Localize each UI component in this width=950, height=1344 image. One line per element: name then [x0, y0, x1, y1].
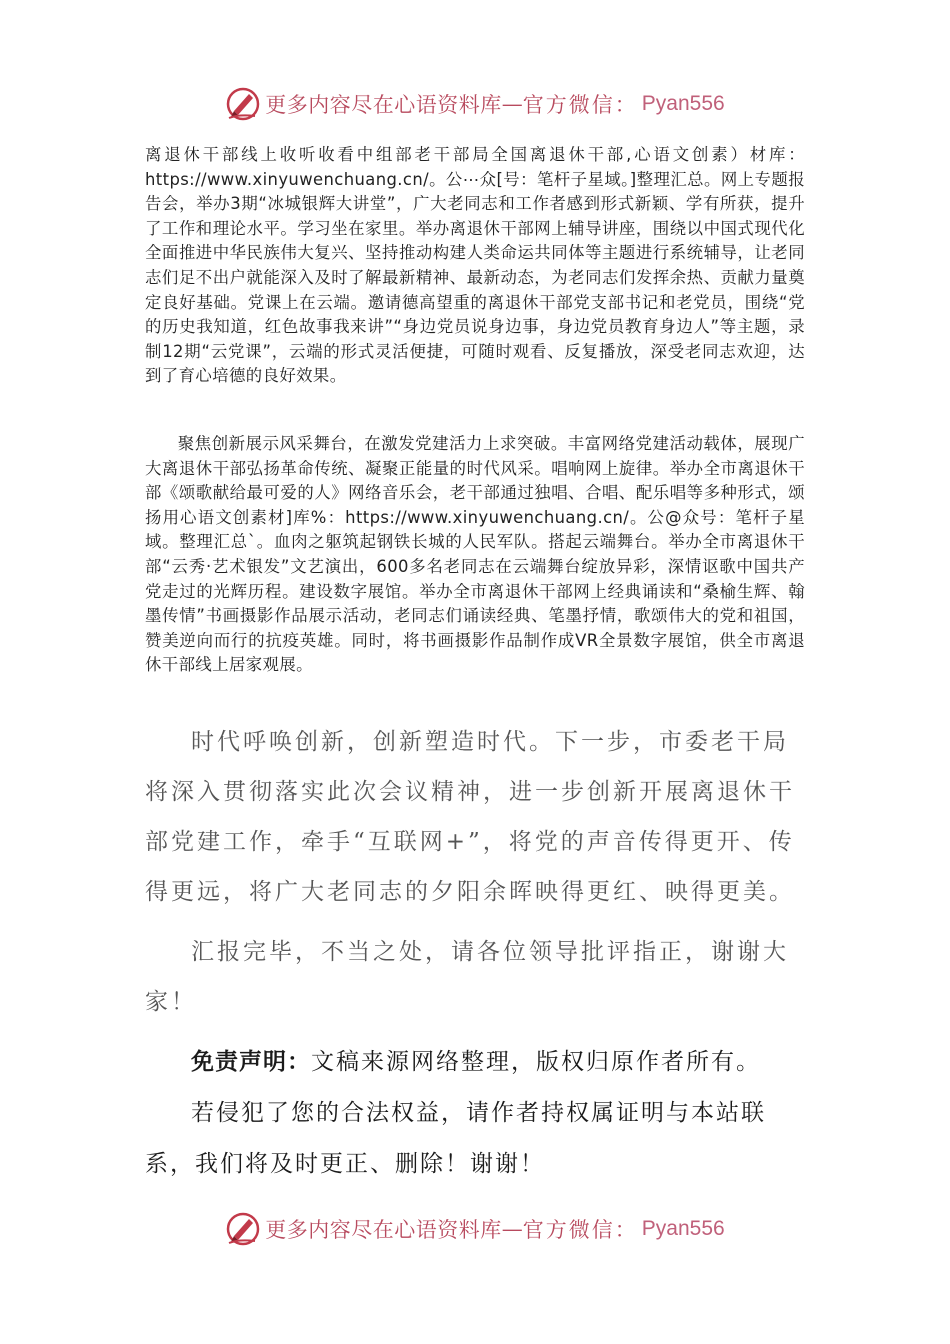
banner-wechat-id: Pyan556	[641, 1217, 725, 1240]
paragraph-online-learning: 离退休干部线上收听收看中组部老干部局全国离退休干部,心语文创素）材库：https://www.xinyuwenchuang.cn/。公⋯众[号：笔杆子星域。]整理汇总。网上专题报告会，举办3期“冰城银辉大讲堂”，广大老同志和工作者感到形式新颖、学有所获，提升了工作和理论水平。学习坐在家里。举办离退休干部网上辅导讲座，围绕以中国式现代化全面推进中华民族伟大复兴、坚持推动构建人类命运共同体等主题进行系统辅导，让老同志们足不出户就能深入及时了解最新精神、最新动态，为老同志们发挥余热、贡献力量奠定良好基础。党课上在云端。邀请德高望重的离退休干部党支部书记和老党员，围绕“党的历史我知道，红色故事我来讲”“身边党员说身边事，身边党员教育身边人”等主题，录制12期“云党课”，云端的形式灵活便捷，可随时观看、反复播放，深受老同志欢迎，达到了育心培德的良好效果。	[145, 145, 805, 386]
banner-wechat-label: 官方微信：	[522, 1218, 638, 1242]
pen-logo-icon	[225, 1211, 261, 1247]
banner-dash: —	[501, 92, 523, 116]
pen-logo-icon	[225, 86, 261, 122]
disclaimer-line-1	[145, 1037, 810, 1088]
banner-dash: —	[501, 1217, 523, 1241]
banner-wechat-label: 官方微信：	[522, 93, 638, 117]
disclaimer-text-1: 文稿来源网络整理，版权归原作者所有。	[311, 1049, 761, 1075]
footer-banner	[0, 1211, 950, 1247]
paragraph-closing: 汇报完毕，不当之处，请各位领导批评指正，谢谢大家！	[145, 939, 789, 1015]
banner-text: 更多内容尽在心语资料库	[265, 93, 502, 117]
paragraph-innovation-stage: 聚焦创新展示风采舞台，在激发党建活力上求突破。丰富网络党建活动载体，展现广大离退休干部弘扬革命传统、凝聚正能量的时代风采。唱响网上旋律。举办全市离退休干部《颂歌献给最可爱的人》网络音乐会，老干部通过独唱、合唱、配乐唱等多种形式，颂扬用心语文创素材]库%：https://www.xinyuwenchuang.cn/。公@众号：笔杆子星域。整理汇总`。血肉之躯筑起钢铁长城的人民军队。搭起云端舞台。举办全市离退休干部“云秀·艺术银发”文艺演出，600多名老同志在云端舞台绽放异彩，深情讴歌中国共产党走过的光辉历程。建设数字展馆。举办全市离退休干部网上经典诵读和“桑榆生辉、翰墨传情”书画摄影作品展示活动，老同志们诵读经典、笔墨抒情，歌颂伟大的党和祖国，赞美逆向而行的抗疫英雄。同时，将书画摄影作品制作成VR全景数字展馆，供全市离退休干部线上居家观展。	[145, 434, 805, 675]
header-banner	[0, 86, 950, 122]
disclaimer-label: 免责声明：	[191, 1049, 311, 1075]
banner-wechat-id: Pyan556	[641, 92, 725, 115]
banner-text: 更多内容尽在心语资料库	[265, 1218, 502, 1242]
paragraph-next-steps: 时代呼唤创新，创新塑造时代。下一步，市委老干局将深入贯彻落实此次会议精神，进一步创新开展离退休干部党建工作，牵手“互联网+”，将党的声音传得更开、传得更远，将广大老同志的夕阳余晖映得更红、映得更美。	[145, 729, 795, 905]
disclaimer-line-2: 若侵犯了您的合法权益，请作者持权属证明与本站联系，我们将及时更正、删除！谢谢！	[145, 1100, 766, 1177]
